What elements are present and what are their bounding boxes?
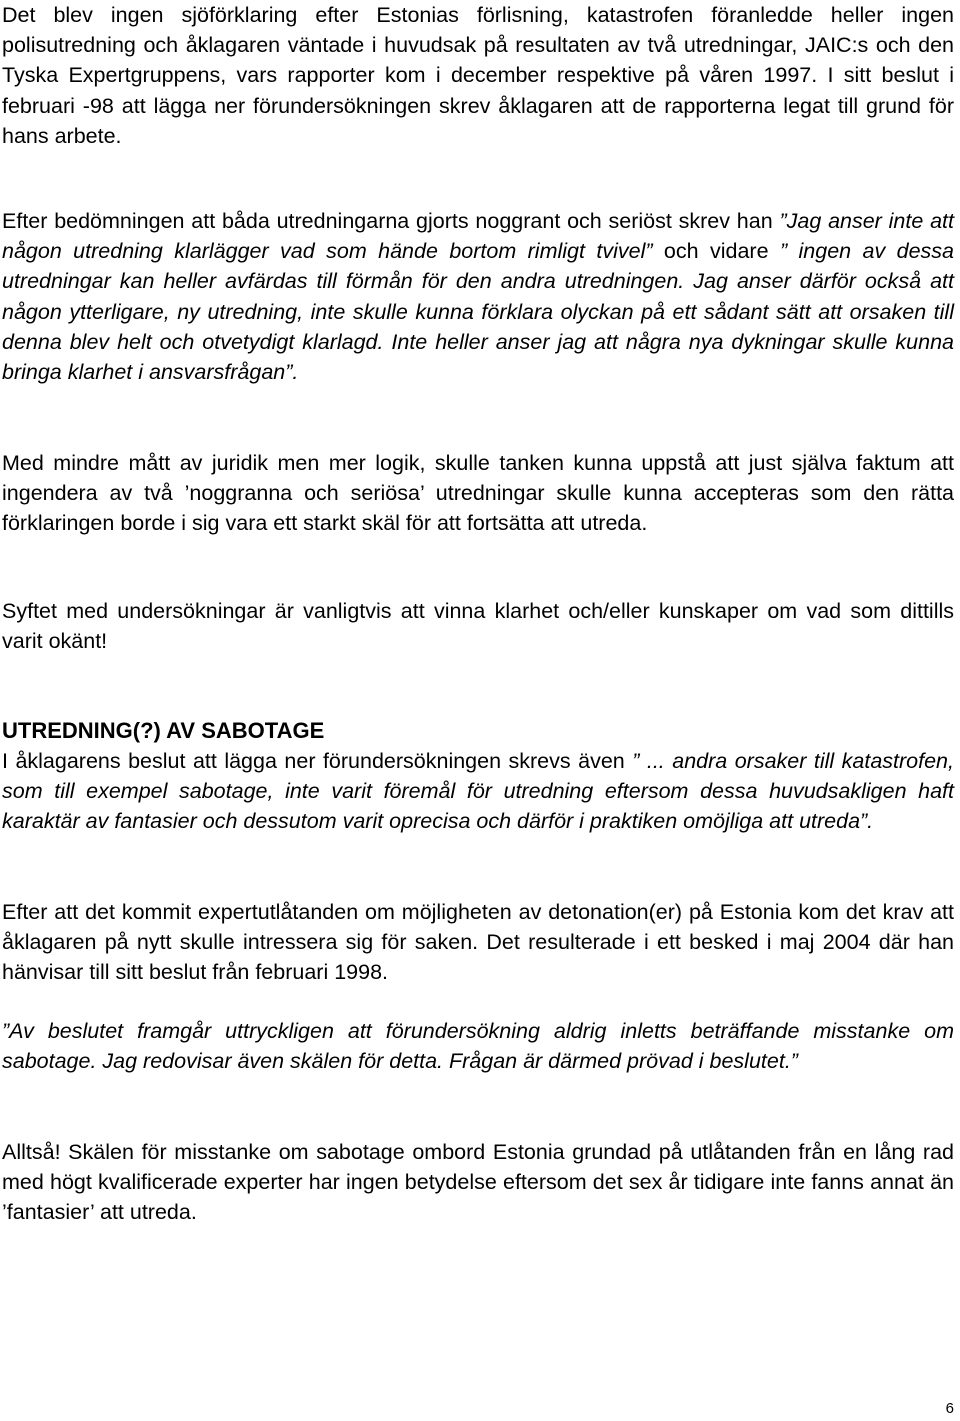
paragraph-3: Med mindre mått av juridik men mer logik, skulle tanken kunna uppstå att just själva faktum att ingendera av två ’noggranna och seriösa’ utredningar skulle kunna accepteras som den rätta förklaringen borde i sig vara ett starkt skäl för att fortsätta att utreda.: [2, 451, 954, 536]
paragraph-6: Efter att det kommit expertutlåtanden om möjligheten av detonation(er) på Estonia kom det krav att åklagaren på nytt skulle intressera sig för saken. Det resulterade i ett besked i maj 2004 där han hänvisar till sitt beslut från februari 1998.: [2, 900, 954, 985]
paragraph-5-intro: I åklagarens beslut att lägga ner förundersökningen skrevs även: [2, 749, 633, 773]
quote-4: ”Av beslutet framgår uttryckligen att förundersökning aldrig inletts beträffande misstanke om sabotage. Jag redovisar även skälen för detta. Frågan är därmed prövad i beslutet.”: [2, 1019, 954, 1074]
paragraph-2: [2, 206, 954, 387]
page-number: 6: [945, 1400, 954, 1417]
paragraph-1: Det blev ingen sjöförklaring efter Estonias förlisning, katastrofen föranledde heller ingen polisutredning och åklagaren väntade i huvudsak på resultaten av två utredningar, JAIC:s och den Tyska Expertgruppens, vars rapporter kom i december respektive på våren 1997. I sitt beslut i februari -98 att lägga ner förundersökningen skrev åklagaren att de rapporterna legat till grund för hans arbete.: [2, 3, 954, 148]
quote-1: ”Jag anser inte att någon utredning klarlägger vad som hände bortom rimligt tvivel”: [2, 209, 954, 264]
section-heading: UTREDNING(?) AV SABOTAGE: [2, 718, 325, 743]
paragraph-4: Syftet med undersökningar är vanligtvis att vinna klarhet och/eller kunskaper om vad som dittills varit okänt!: [2, 599, 954, 654]
paragraph-5: [2, 746, 954, 837]
quote-2: ” ingen av dessa utredningar kan heller avfärdas till förmån för den andra utredningen. Jag anser därför också att någon ytterligare, ny utredning, inte skulle kunna förklara olyckan på ett sådant sätt att orsaken till denna blev helt och otvetydigt klarlagd. Inte heller anser jag att några nya dykningar skulle kunna bringa klarhet i ansvarsfrågan”.: [2, 239, 955, 385]
paragraph-2-middle: och vidare: [652, 239, 780, 264]
paragraph-2-intro: Efter bedömningen att båda utredningarna gjorts noggrant och seriöst skrev han: [2, 209, 780, 233]
paragraph-8: Alltså! Skälen för misstanke om sabotage ombord Estonia grundad på utlåtanden från en lång rad med högt kvalificerade experter har ingen betydelse eftersom det sex år tidigare inte fanns annat än ’fantasier’ att utreda.: [2, 1140, 954, 1225]
quote-3: ” ... andra orsaker till katastrofen, som till exempel sabotage, inte varit föremål för utredning eftersom dessa huvudsakligen haft karaktär av fantasier och dessutom varit oprecisa och därför i praktiken omöjliga att utreda”.: [2, 749, 954, 834]
